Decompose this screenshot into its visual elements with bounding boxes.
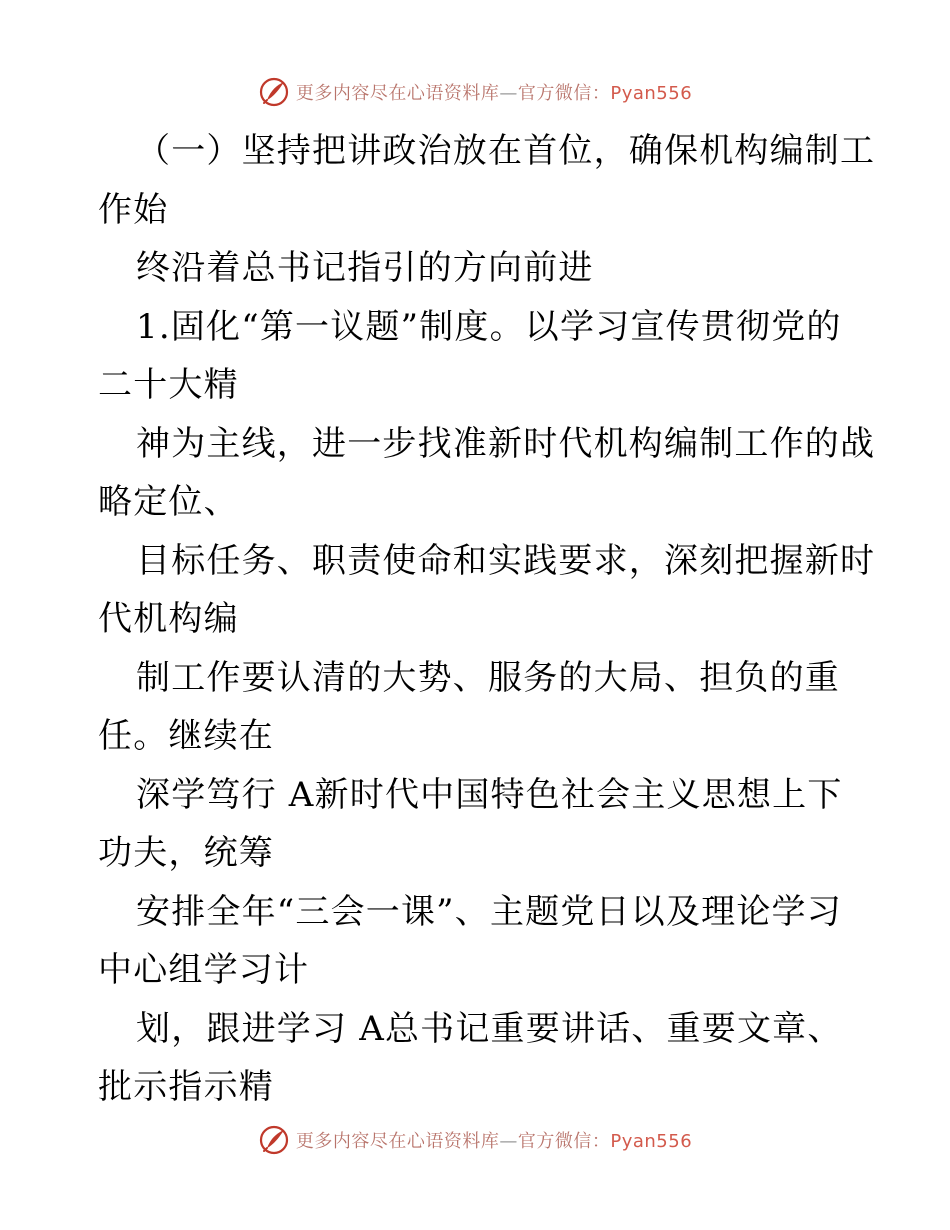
text-line: 1.固化“第一议题”制度。以学习宣传贯彻党的 [136,306,842,347]
feather-quill-logo-icon [258,1124,290,1156]
text-line: 任。继续在 [98,716,274,756]
watermark-brand-text [296,79,692,105]
text-line: 批示指示精 [98,1067,274,1107]
watermark-separator: — [499,1131,518,1152]
text-line: 划，跟进学习 A总书记重要讲话、重要文章、 [136,1008,843,1049]
text-line: 深学笃行 A新时代中国特色社会主义思想上下 [136,774,843,815]
text-line: 目标任务、职责使命和实践要求，深刻把握新时 [136,540,876,581]
document-body [98,122,876,1117]
watermark-separator: — [499,83,518,104]
watermark-id: Pyan556 [610,1131,693,1152]
text-line: 神为主线，进一步找准新时代机构编制工作的战 [136,423,876,464]
text-line: 制工作要认清的大势、服务的大局、担负的重 [136,657,840,698]
text-line: 安排全年“三会一课”、主题党日以及理论学习 [136,891,842,932]
text-line: 终沿着总书记指引的方向前进 [136,248,594,288]
header-watermark [0,72,950,112]
text-line: 二十大精 [98,365,239,405]
watermark-contact: 官方微信： [517,83,611,104]
text-line: 作始 [98,189,169,230]
footer-watermark [0,1120,950,1160]
text-line: 中心组学习计 [98,950,310,990]
watermark-brand-text [296,1127,692,1153]
text-line: 功夫，统筹 [98,833,274,873]
text-line: 略定位、 [98,482,239,522]
watermark-brand: 更多内容尽在心语资料库 [295,83,500,104]
watermark-brand: 更多内容尽在心语资料库 [295,1131,500,1152]
text-line: （一）坚持把讲政治放在首位，确保机构编制工 [136,131,876,171]
text-line: 代机构编 [98,599,239,639]
watermark-contact: 官方微信： [517,1131,611,1152]
feather-quill-logo-icon [258,76,290,108]
watermark-id: Pyan556 [610,83,693,104]
